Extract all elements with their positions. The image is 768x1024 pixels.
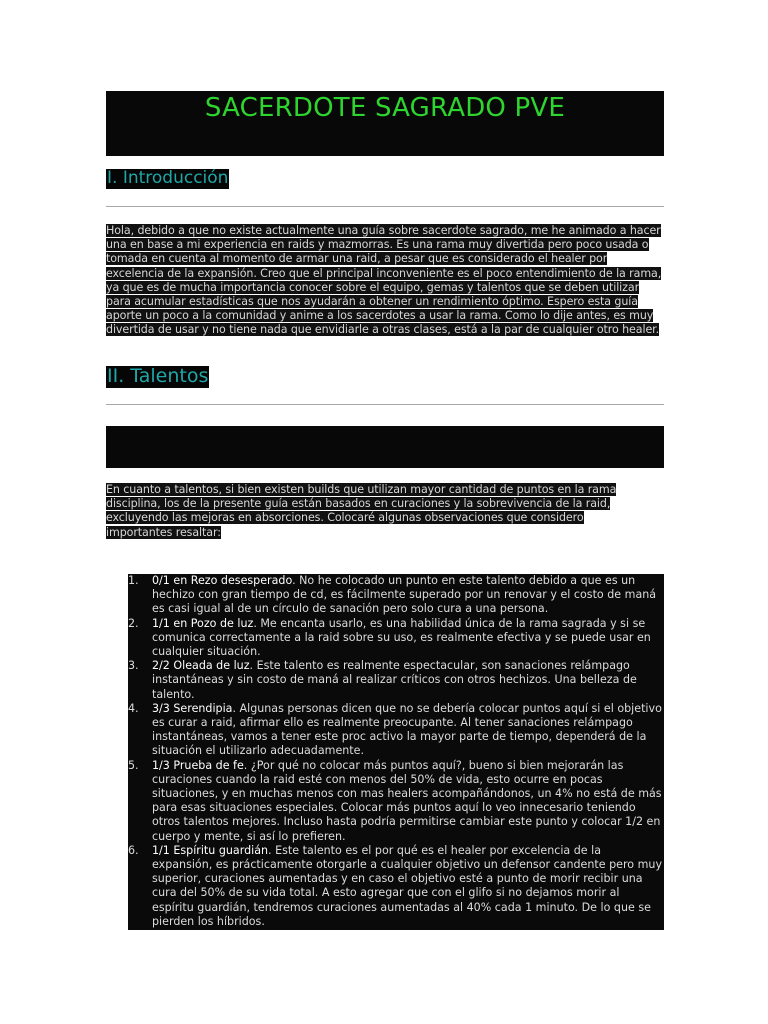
black-banner xyxy=(106,426,664,468)
section-divider xyxy=(106,404,664,405)
talent-description: . Este talento es el por qué es el healer por excelencia de la expansión, es prácticamente otorgarle a cualquier objetivo un defensor candente pero muy superior, curaciones aumentadas y en caso el objetivo esté a punto de morir recibir una cura del 50% de su vida total. A esto agregar que con el glifo si no dejamos morir al espíritu guardián, tendremos curaciones aumentadas al 40% cada 1 minuto. De lo que se pierden los híbridos. xyxy=(152,843,663,928)
talents-text: En cuanto a talentos, si bien existen builds que utilizan mayor cantidad de puntos en la rama disciplina, los de la presente guía están basados en curaciones y la sobrevivencia de la raid, excluyendo las mejoras en absorciones. Colocaré algunas observaciones que considero importantes resaltar: xyxy=(106,483,617,539)
talent-name: 2/2 Oleada de luz xyxy=(152,659,250,673)
talent-description: . ¿Por qué no colocar más puntos aquí?, bueno si bien mejorarán las curaciones cuando la raid esté con menos del 50% de vida, esto ocurre en pocas situaciones, y en muchas menos con mas healers acompañándonos, un 4% no está de más para esas situaciones especiales. Colocar más puntos aquí lo veo innecesario teniendo otros talentos mejores. Incluso hasta podría permitirse cambiar este punto y colocar 1/2 en cuerpo y mente, si así lo prefieren. xyxy=(152,758,662,843)
talent-name: 1/3 Prueba de fe xyxy=(152,758,244,772)
list-number: 2. xyxy=(128,616,139,630)
section-heading-introduccion: I. Introducción xyxy=(107,168,229,188)
section-divider xyxy=(106,206,664,207)
talent-list-panel xyxy=(128,574,664,930)
title-banner xyxy=(106,91,664,156)
talent-name: 3/3 Serendipia xyxy=(152,701,233,715)
intro-text: Hola, debido a que no existe actualmente una guía sobre sacerdote sagrado, me he animado a hacer una en base a mi experiencia en raids y mazmorras. Es una rama muy divertida pero poco usada o tomada en cuenta al momento de armar una raid, a pesar que es considerado el healer por excelencia de la expansión. Creo que el principal inconveniente es el poco entendimiento de la rama, ya que es de mucha importancia conocer sobre el equipo, gemas y talentos que se deben utilizar para acumular estadísticas que nos ayudarán a obtener un rendimiento óptimo. Espero esta guía aporte un poco a la comunidad y anime a los sacerdotes a usar la rama. Como lo dije antes, es muy divertida de usar y no tiene nada que envidiarle a otras clases, está a la par de cualquier otro healer. xyxy=(106,224,662,337)
list-number: 1. xyxy=(128,574,139,587)
talent-description: . Algunas personas dicen que no se debería colocar puntos aquí si el objetivo es curar a raid, afirmar ello es realmente preocupante. Al tener sanaciones relámpago instantáneas, vamos a tener este proc activo la mayor parte de tiempo, dependerá de la situación el utilizarlo adecuadamente. xyxy=(152,701,662,758)
list-item xyxy=(128,574,664,617)
talent-description: . Me encanta usarlo, es una habilidad única de la rama sagrada y si se comunica correctamente a la raid sobre su uso, es realmente efectiva y se puede usar en cualquier situación. xyxy=(152,616,651,659)
intro-paragraph xyxy=(106,224,666,338)
talent-description: . Este talento es realmente espectacular, son sanaciones relámpago instantáneas y sin costo de maná al realizar críticos con otros hechizos. Una belleza de talento. xyxy=(152,659,637,701)
list-item xyxy=(128,702,664,759)
section-heading-talentos: II. Talentos xyxy=(107,365,209,387)
list-item xyxy=(128,659,664,702)
talent-name: 0/1 en Rezo desesperado xyxy=(152,574,293,587)
page-title: SACERDOTE SAGRADO PVE xyxy=(204,93,566,123)
talent-list xyxy=(128,574,664,929)
list-number: 5. xyxy=(128,758,139,772)
list-item xyxy=(128,617,664,660)
list-item xyxy=(128,844,664,929)
talent-description: . No he colocado un punto en este talento debido a que es un hechizo con gran tiempo de cd, es fácilmente superado por un renovar y el costo de maná es casi igual al de un círculo de sanación pero solo cura a una persona. xyxy=(152,574,657,616)
list-number: 4. xyxy=(128,701,139,715)
talents-paragraph xyxy=(106,483,646,540)
list-number: 6. xyxy=(128,843,139,857)
talent-name: 1/1 Espíritu guardián xyxy=(152,843,269,857)
list-number: 3. xyxy=(128,659,139,673)
list-item xyxy=(128,759,664,844)
talent-name: 1/1 en Pozo de luz xyxy=(152,616,254,630)
